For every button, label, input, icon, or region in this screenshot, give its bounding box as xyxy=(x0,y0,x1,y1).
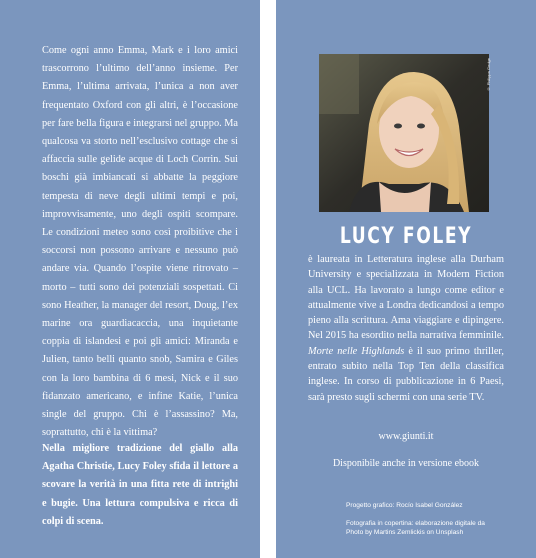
cover-credit-line1: Fotografia in copertina: elaborazione digitale da xyxy=(346,520,485,527)
photo-credit: © Philippa Gedge xyxy=(486,58,491,92)
synopsis-text: Come ogni anno Emma, Mark e i loro amici trascorrono l’ultimo dell’anno insieme. Per Emma, l’ultima arrivata, l’unica a non aver frequentato Oxford con gli altri, è l’occasione per fare bella figura e integrarsi nel gruppo. Ma qualcosa va storto nell’esclusivo cottage che si affaccia sulle gelide acque di Loch Corrin. Sui boschi già imbiancati si abbatte la peggiore tempesta di neve degli ultimi tempi e poi, improvvisamente, uno degli ospiti scompare. Le condizioni meteo sono così proibitive che i soccorsi non possono arrivare e nessuno può andare via. Quando l’ospite viene ritrovato – morto – tutti sono dei potenziali sospettati. Ci sono Heather, la manager del resort, Doug, l’ex marine ora guardiacaccia, una inquietante coppia di islandesi e poi gli amici: Miranda e Julien, tanto belli quanto snob, Samira e Giles con la loro bambina di 6 mesi, Nick e il suo fidanzato americano, e infine Katie, l’unica single del gruppo. Chi è l’assassino? Ma, soprattutto, chi è la vittima? xyxy=(42,45,238,439)
book-title: Morte nelle Highlands xyxy=(308,345,405,357)
bio-text-rest: è il suo primo thriller, entrato subito nella Top Ten della classifica inglese. In corso di pubblicazione in 6 Paesi, sarà presto sugli schermi con una serie TV. xyxy=(308,345,505,403)
ebook-note: Disponibile anche in versione ebook xyxy=(332,458,480,469)
cover-credit-line2: Photo by Martins Zemlickis on Unsplash xyxy=(346,529,464,536)
design-credit: Progetto grafico: Rocío Isabel González xyxy=(346,502,463,509)
back-flap-left xyxy=(0,0,260,558)
author-bio xyxy=(308,252,504,405)
synopsis-highlight: Nella migliore tradizione del giallo alla Agatha Christie, Lucy Foley sfida il lettore a scovare la verità in una fitta rete di intrighi e bugie. Una lettura compulsiva e ricca di colpi di scena. xyxy=(42,443,238,527)
cover-credit xyxy=(346,519,526,537)
author-name: LUCY FOLEY xyxy=(339,224,473,249)
bio-text: è laureata in Letteratura inglese alla Durham University e specializzata in Modern Fiction alla UCL. Ha lavorato a lungo come editor e attualmente vive a Londra dedicandosi a tempo pieno alla scrittura. Ama viaggiare e dipingere. Nel 2015 ha esordito nella narrativa femminile. xyxy=(308,254,504,342)
publisher-website: www.giunti.it xyxy=(378,431,434,442)
author-photo xyxy=(319,54,489,212)
author-flap-right xyxy=(276,0,536,558)
